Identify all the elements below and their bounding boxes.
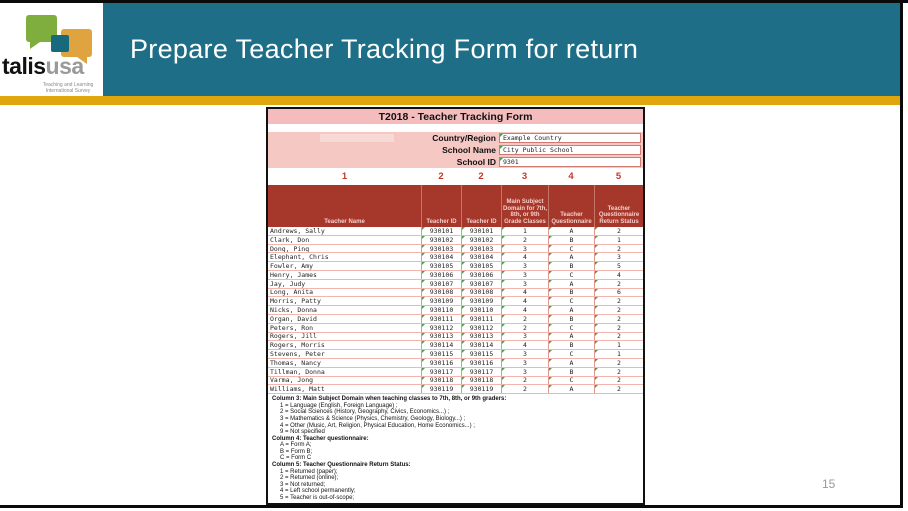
teacher-data-cell: C — [548, 297, 594, 305]
teacher-row — [268, 227, 643, 236]
teacher-data-cell: 930107 — [461, 280, 501, 288]
teacher-data-cell: 1 — [594, 350, 643, 358]
teacher-data-cell: 3 — [501, 271, 548, 279]
teacher-data-cell: 2 — [594, 227, 643, 235]
teacher-data-cell: C — [548, 377, 594, 385]
form-info-row — [268, 144, 643, 156]
logo-speech-bubble-teal-icon — [51, 35, 69, 52]
teacher-data-cell: 930114 — [461, 341, 501, 349]
teacher-data-cell: 3 — [501, 368, 548, 376]
teacher-data-cell: 2 — [594, 385, 643, 393]
teacher-data-cell: B — [548, 315, 594, 323]
teacher-data-cell: 930101 — [421, 227, 461, 235]
teacher-data-cell: 930117 — [421, 368, 461, 376]
teacher-data-cell: 4 — [501, 306, 548, 314]
teacher-data-cell: A — [548, 280, 594, 288]
teacher-data-cell: 930107 — [421, 280, 461, 288]
teacher-data-cell: A — [548, 359, 594, 367]
column-header: Teacher Questionnaire — [548, 185, 594, 227]
gold-accent-bar — [0, 96, 900, 105]
teacher-data-cell: 3 — [594, 253, 643, 261]
teacher-data-cell: 930105 — [421, 262, 461, 270]
teacher-data-cell: A — [548, 306, 594, 314]
form-info-label: School ID — [456, 157, 496, 167]
column-header: Teacher ID — [461, 185, 501, 227]
teacher-data-cell: 930103 — [461, 245, 501, 253]
logo-wordmark — [2, 53, 84, 80]
teacher-name-cell: Jay, Judy — [270, 279, 306, 288]
column-number: 2 — [478, 171, 484, 182]
teacher-row — [268, 341, 643, 350]
teacher-row — [268, 359, 643, 368]
teacher-data-cell: 930113 — [421, 333, 461, 341]
teacher-data-cell: A — [548, 385, 594, 393]
teacher-data-cell: 930116 — [421, 359, 461, 367]
teacher-data-cell: 930110 — [461, 306, 501, 314]
footnote-line: Column 5: Teacher Questionnaire Return Status: — [272, 462, 411, 469]
footnote-line: 9 = Not specified — [280, 429, 325, 436]
teacher-data-cell: 3 — [501, 359, 548, 367]
teacher-data-cell: 930118 — [421, 377, 461, 385]
teacher-data-cell: 3 — [501, 333, 548, 341]
teacher-data-cell: 930110 — [421, 306, 461, 314]
teacher-row — [268, 368, 643, 377]
footnote-line: B = Form B; — [280, 448, 313, 455]
teacher-data-cell: 930103 — [421, 245, 461, 253]
teacher-data-cell: 2 — [501, 385, 548, 393]
column-header: Main Subject Domain for 7th, 8th, or 9th Grade Classes — [501, 185, 548, 227]
teacher-name-cell: Varma, Jong — [270, 376, 314, 385]
teacher-data-cell: 930102 — [421, 236, 461, 244]
teacher-data-cell: 930118 — [461, 377, 501, 385]
teacher-data-cell: 2 — [501, 315, 548, 323]
teacher-data-cell: 5 — [594, 262, 643, 270]
teacher-data-cell: B — [548, 289, 594, 297]
footnote-line: 4 = Other (Music, Art, Religion, Physical Education, Home Economics...) ; — [280, 422, 475, 429]
form-info-value-field[interactable]: 9301 — [499, 157, 641, 167]
teacher-data-cell: 4 — [501, 297, 548, 305]
teacher-data-cell: 4 — [501, 289, 548, 297]
logo-tagline-line1: Teaching and Learning — [42, 82, 94, 88]
teacher-data-cell: 930115 — [461, 350, 501, 358]
logo-wordmark-talis: talis — [2, 53, 46, 79]
column-number: 2 — [438, 171, 444, 182]
teacher-name-cell: Nicks, Donna — [270, 306, 317, 314]
teacher-name-cell: Elephant, Chris — [270, 253, 329, 262]
logo-wordmark-usa: usa — [45, 53, 84, 79]
teacher-data-cell: 3 — [501, 350, 548, 358]
teacher-data-cell: 930106 — [461, 271, 501, 279]
form-spacer — [268, 124, 643, 132]
teacher-row — [268, 385, 643, 394]
form-info-section — [268, 132, 643, 168]
teacher-data-cell: B — [548, 236, 594, 244]
slide-title: Prepare Teacher Tracking Form for return — [130, 34, 639, 64]
column-header: Teacher ID — [421, 185, 461, 227]
form-info-label: Country/Region — [268, 132, 499, 144]
footnote-line: Column 4: Teacher questionnaire: — [272, 435, 369, 442]
teacher-name-cell: Peters, Ron — [270, 323, 314, 332]
teacher-data-cell: 3 — [501, 280, 548, 288]
talis-usa-logo — [0, 3, 103, 96]
teacher-row — [268, 333, 643, 342]
column-number: 5 — [615, 171, 622, 182]
teacher-data-cell: 930115 — [421, 350, 461, 358]
teacher-data-cell: 2 — [594, 368, 643, 376]
form-title: T2018 - Teacher Tracking Form — [268, 109, 643, 124]
teacher-data-cell: 930111 — [461, 315, 501, 323]
form-info-label: School Name — [442, 145, 496, 155]
column-number: 3 — [521, 171, 528, 182]
teacher-data-cell: 2 — [594, 306, 643, 314]
teacher-data-cell: 2 — [501, 324, 548, 332]
logo-tagline — [36, 82, 100, 94]
teacher-tracking-form — [266, 107, 645, 505]
teacher-data-cell: 1 — [594, 236, 643, 244]
teacher-data-cell: 930119 — [421, 385, 461, 393]
teacher-data-cell: 3 — [501, 245, 548, 253]
teacher-data-cell: C — [548, 245, 594, 253]
footnote-line: 4 = Left school permanently; — [280, 488, 356, 495]
footnote-line: 2 = Returned (online); — [280, 475, 339, 482]
teacher-data-cell: 930114 — [421, 341, 461, 349]
column-number: 4 — [568, 171, 574, 182]
teacher-data-cell: 1 — [501, 227, 548, 235]
footnote-line: 5 = Teacher is out-of-scope; — [280, 495, 355, 502]
teacher-name-cell: Morris, Patty — [270, 297, 321, 306]
teacher-name-cell: Andrews, Sally — [270, 227, 325, 235]
teacher-data-cell: A — [548, 227, 594, 235]
slide-frame-right — [900, 0, 903, 508]
teacher-name-cell: Rogers, Jill — [270, 332, 317, 341]
teacher-data-cell: 2 — [594, 297, 643, 305]
teacher-data-cell: 930112 — [421, 324, 461, 332]
column-header: Teacher Name — [324, 218, 365, 225]
teacher-data-cell: 2 — [594, 324, 643, 332]
logo-tagline-line2: International Survey — [45, 88, 91, 94]
teacher-name-cell: Long, Anita — [270, 288, 314, 297]
teacher-data-cell: 2 — [594, 280, 643, 288]
teacher-name-cell: Fowler, Amy — [270, 262, 314, 270]
teacher-data-cell: 2 — [594, 315, 643, 323]
teacher-data-cell: 930113 — [461, 333, 501, 341]
slide-frame-bottom — [0, 505, 903, 508]
teacher-row — [268, 271, 643, 280]
column-number-row — [268, 168, 643, 185]
teacher-row — [268, 245, 643, 254]
teacher-data-cell: 930117 — [461, 368, 501, 376]
teacher-row — [268, 324, 643, 333]
column-number: 1 — [341, 171, 348, 182]
teacher-data-cell: C — [548, 350, 594, 358]
form-info-row — [268, 132, 643, 144]
teacher-row — [268, 262, 643, 271]
teacher-row — [268, 280, 643, 289]
footnote-line: A = Form A; — [280, 442, 312, 449]
teacher-data-cell: 6 — [594, 289, 643, 297]
footnote-line: Column 3: Main Subject Domain when teaching classes to 7th, 8th, or 9th graders: — [272, 396, 507, 403]
teacher-data-cell: C — [548, 271, 594, 279]
teacher-data-cell: 930108 — [461, 289, 501, 297]
teacher-row — [268, 306, 643, 315]
form-footnotes — [268, 394, 643, 502]
teacher-data-cell: A — [548, 333, 594, 341]
teacher-row — [268, 253, 643, 262]
teacher-data-cell: 930119 — [461, 385, 501, 393]
teacher-table-body — [268, 227, 643, 394]
teacher-name-cell: Stevens, Peter — [270, 350, 325, 358]
teacher-data-cell: 2 — [501, 236, 548, 244]
teacher-name-cell: Dong, Ping — [270, 244, 310, 253]
teacher-data-cell: 930111 — [421, 315, 461, 323]
teacher-data-cell: 2 — [594, 377, 643, 385]
teacher-data-cell: 930101 — [461, 227, 501, 235]
teacher-data-cell: B — [548, 341, 594, 349]
teacher-name-cell: Williams, Matt — [270, 385, 325, 394]
footnote-line: C = Form C — [280, 455, 312, 462]
teacher-data-cell: 2 — [594, 333, 643, 341]
teacher-data-cell: A — [548, 253, 594, 261]
teacher-data-cell: 2 — [501, 377, 548, 385]
teacher-data-cell: 930104 — [461, 253, 501, 261]
footnote-line: 3 = Not returned; — [280, 481, 326, 488]
teacher-data-cell: 930106 — [421, 271, 461, 279]
teacher-data-cell: 930102 — [461, 236, 501, 244]
teacher-name-cell: Organ, David — [270, 314, 317, 323]
teacher-row — [268, 289, 643, 298]
teacher-name-cell: Henry, James — [270, 270, 317, 279]
footnote-line: 3 = Mathematics & Science (Physics, Chemistry, Geology, Biology...) ; — [280, 415, 466, 422]
teacher-data-cell: 930109 — [421, 297, 461, 305]
teacher-name-cell: Thomas, Nancy — [270, 358, 321, 367]
form-info-value-field[interactable]: City Public School — [499, 145, 641, 155]
teacher-row — [268, 350, 643, 359]
teacher-data-cell: 2 — [594, 245, 643, 253]
teacher-data-cell: B — [548, 262, 594, 270]
teacher-data-cell: 930105 — [461, 262, 501, 270]
column-header-row — [268, 185, 643, 227]
teacher-name-cell: Clark, Don — [270, 235, 310, 244]
teacher-row — [268, 377, 643, 386]
form-info-value-field[interactable]: Example Country — [499, 133, 641, 143]
teacher-row — [268, 297, 643, 306]
teacher-data-cell: 4 — [594, 271, 643, 279]
footnote-line: 2 = Social Sciences (History, Geography, Civics, Economics...) ; — [280, 409, 450, 416]
teacher-data-cell: 1 — [594, 341, 643, 349]
teacher-data-cell: 930116 — [461, 359, 501, 367]
teacher-data-cell: 4 — [501, 253, 548, 261]
teacher-name-cell: Rogers, Morris — [270, 341, 325, 350]
teacher-name-cell: Tillman, Donna — [270, 367, 325, 376]
teacher-data-cell: 4 — [501, 341, 548, 349]
teacher-row — [268, 236, 643, 245]
teacher-data-cell: 930109 — [461, 297, 501, 305]
slide-page-number: 15 — [822, 477, 836, 491]
teacher-data-cell: 3 — [501, 262, 548, 270]
column-header: Teacher Questionnaire Return Status — [594, 185, 643, 227]
footnote-line: 1 = Returned (paper); — [280, 468, 338, 475]
teacher-row — [268, 315, 643, 324]
teacher-data-cell: 2 — [594, 359, 643, 367]
form-info-row — [268, 156, 643, 168]
teacher-data-cell: 930104 — [421, 253, 461, 261]
slide-header — [103, 3, 900, 96]
footnote-line: 1 = Language (English, Foreign Language) ; — [280, 402, 398, 409]
teacher-data-cell: B — [548, 368, 594, 376]
teacher-data-cell: 930108 — [421, 289, 461, 297]
teacher-data-cell: 930112 — [461, 324, 501, 332]
teacher-data-cell: C — [548, 324, 594, 332]
